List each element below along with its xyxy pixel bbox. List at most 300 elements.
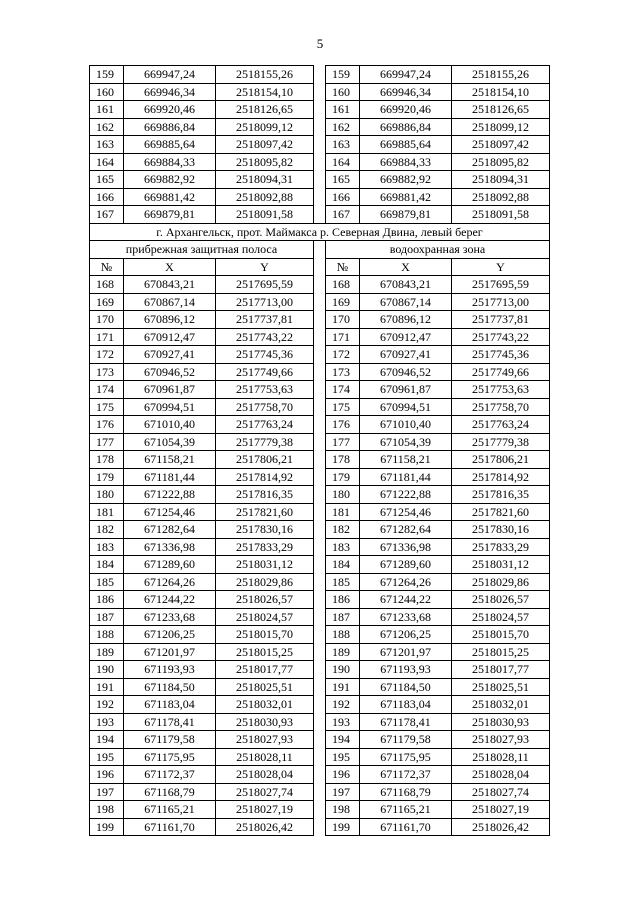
right-y-coordinate: 2517816,35 [452,486,550,504]
right-y-coordinate: 2517749,66 [452,363,550,381]
left-y-coordinate: 2517806,21 [216,451,314,469]
column-gap [314,328,326,346]
left-point-number: 189 [90,643,124,661]
right-point-number: 187 [326,608,360,626]
right-x-coordinate: 671178,41 [360,713,452,731]
left-y-coordinate: 2517745,36 [216,346,314,364]
column-gap [314,293,326,311]
left-point-number: 185 [90,573,124,591]
table-row [90,678,550,696]
right-x-coordinate: 671054,39 [360,433,452,451]
right-y-coordinate: 2517806,21 [452,451,550,469]
left-y-coordinate: 2518028,04 [216,766,314,784]
left-x-coordinate: 671158,21 [124,451,216,469]
table-row [90,468,550,486]
left-x-coordinate: 671336,98 [124,538,216,556]
right-y-coordinate: 2518091,58 [452,206,550,224]
table-row [90,171,550,189]
right-point-number: 191 [326,678,360,696]
table-row [90,276,550,294]
column-gap [314,626,326,644]
right-x-coordinate: 669886,84 [360,118,452,136]
left-x-coordinate: 670867,14 [124,293,216,311]
left-point-number: 197 [90,783,124,801]
right-point-number: 193 [326,713,360,731]
right-y-coordinate: 2517713,00 [452,293,550,311]
column-gap [314,538,326,556]
left-point-number: 194 [90,731,124,749]
left-x-coordinate: 669886,84 [124,118,216,136]
table-row [90,83,550,101]
left-x-header: X [124,258,216,276]
column-gap [314,188,326,206]
left-x-coordinate: 670946,52 [124,363,216,381]
table-row [90,363,550,381]
right-x-coordinate: 669881,42 [360,188,452,206]
left-point-number: 188 [90,626,124,644]
left-point-number: 172 [90,346,124,364]
left-y-coordinate: 2517753,63 [216,381,314,399]
right-point-number: 198 [326,801,360,819]
left-x-coordinate: 671264,26 [124,573,216,591]
right-x-coordinate: 670867,14 [360,293,452,311]
column-gap [314,171,326,189]
left-x-coordinate: 671183,04 [124,696,216,714]
table-row [90,591,550,609]
right-point-number: 164 [326,153,360,171]
table-row [90,153,550,171]
column-gap [314,258,326,276]
table-row [90,118,550,136]
left-y-coordinate: 2517816,35 [216,486,314,504]
left-y-coordinate: 2518154,10 [216,83,314,101]
left-x-coordinate: 671244,22 [124,591,216,609]
right-point-number: 189 [326,643,360,661]
table-row [90,66,550,84]
right-x-coordinate: 670946,52 [360,363,452,381]
table-row [90,521,550,539]
top-rows [90,66,550,224]
right-y-coordinate: 2518092,88 [452,188,550,206]
left-y-coordinate: 2518095,82 [216,153,314,171]
table-row [90,801,550,819]
right-x-coordinate: 669879,81 [360,206,452,224]
right-x-coordinate: 671184,50 [360,678,452,696]
table-row [90,573,550,591]
right-x-coordinate: 669946,34 [360,83,452,101]
table-row [90,311,550,329]
right-point-number: 173 [326,363,360,381]
right-y-coordinate: 2517695,59 [452,276,550,294]
left-x-coordinate: 671175,95 [124,748,216,766]
right-num-header: № [326,258,360,276]
left-y-coordinate: 2518092,88 [216,188,314,206]
left-point-number: 169 [90,293,124,311]
column-gap [314,678,326,696]
right-point-number: 182 [326,521,360,539]
right-x-coordinate: 671222,88 [360,486,452,504]
left-y-coordinate: 2518027,93 [216,731,314,749]
left-x-coordinate: 670994,51 [124,398,216,416]
left-y-coordinate: 2518015,25 [216,643,314,661]
left-y-coordinate: 2518015,70 [216,626,314,644]
right-point-number: 160 [326,83,360,101]
right-x-coordinate: 671172,37 [360,766,452,784]
right-x-coordinate: 670896,12 [360,311,452,329]
right-y-coordinate: 2517758,70 [452,398,550,416]
right-point-number: 165 [326,171,360,189]
right-point-number: 184 [326,556,360,574]
left-y-coordinate: 2517749,66 [216,363,314,381]
bottom-rows [90,276,550,836]
right-x-coordinate: 671336,98 [360,538,452,556]
right-point-number: 185 [326,573,360,591]
column-gap [314,748,326,766]
right-point-number: 161 [326,101,360,119]
left-x-coordinate: 671178,41 [124,713,216,731]
left-point-number: 175 [90,398,124,416]
column-gap [314,363,326,381]
right-y-coordinate: 2517821,60 [452,503,550,521]
left-x-coordinate: 670961,87 [124,381,216,399]
table-row [90,293,550,311]
left-x-coordinate: 669879,81 [124,206,216,224]
column-gap [314,153,326,171]
left-y-coordinate: 2517814,92 [216,468,314,486]
left-point-number: 176 [90,416,124,434]
right-point-number: 196 [326,766,360,784]
right-point-number: 175 [326,398,360,416]
right-y-coordinate: 2518155,26 [452,66,550,84]
right-y-coordinate: 2518026,42 [452,818,550,836]
right-x-coordinate: 669920,46 [360,101,452,119]
right-y-coordinate: 2518032,01 [452,696,550,714]
table-row [90,661,550,679]
column-gap [314,643,326,661]
right-y-coordinate: 2518027,19 [452,801,550,819]
right-x-coordinate: 671201,97 [360,643,452,661]
table-row [90,451,550,469]
right-x-coordinate: 671289,60 [360,556,452,574]
right-point-number: 166 [326,188,360,206]
column-gap [314,206,326,224]
left-point-number: 195 [90,748,124,766]
right-point-number: 177 [326,433,360,451]
left-x-coordinate: 670912,47 [124,328,216,346]
right-point-number: 172 [326,346,360,364]
right-y-coordinate: 2517737,81 [452,311,550,329]
table-row [90,766,550,784]
left-point-number: 161 [90,101,124,119]
column-gap [314,433,326,451]
left-y-coordinate: 2517713,00 [216,293,314,311]
right-x-coordinate: 669947,24 [360,66,452,84]
right-y-coordinate: 2518027,74 [452,783,550,801]
table-row [90,416,550,434]
left-x-coordinate: 671254,46 [124,503,216,521]
right-x-coordinate: 671183,04 [360,696,452,714]
left-y-coordinate: 2517830,16 [216,521,314,539]
left-x-coordinate: 671181,44 [124,468,216,486]
left-y-coordinate: 2518126,65 [216,101,314,119]
right-y-coordinate: 2517833,29 [452,538,550,556]
column-gap [314,136,326,154]
left-point-number: 167 [90,206,124,224]
right-y-coordinate: 2518015,70 [452,626,550,644]
right-x-coordinate: 670912,47 [360,328,452,346]
left-y-coordinate: 2518155,26 [216,66,314,84]
left-x-coordinate: 670843,21 [124,276,216,294]
right-y-coordinate: 2518017,77 [452,661,550,679]
left-y-coordinate: 2518027,74 [216,783,314,801]
column-gap [314,783,326,801]
left-x-coordinate: 671172,37 [124,766,216,784]
left-x-coordinate: 669882,92 [124,171,216,189]
column-gap [314,573,326,591]
right-x-coordinate: 671193,93 [360,661,452,679]
page-number: 5 [316,36,324,51]
left-y-coordinate: 2518027,19 [216,801,314,819]
left-point-number: 196 [90,766,124,784]
right-x-coordinate: 671181,44 [360,468,452,486]
table-row [90,346,550,364]
right-y-coordinate: 2517743,22 [452,328,550,346]
table-row [90,608,550,626]
left-y-coordinate: 2518091,58 [216,206,314,224]
column-gap [314,241,326,259]
section-header [90,223,550,276]
left-y-coordinate: 2518032,01 [216,696,314,714]
right-point-number: 171 [326,328,360,346]
left-x-coordinate: 670896,12 [124,311,216,329]
table-row [90,783,550,801]
right-point-number: 183 [326,538,360,556]
right-x-coordinate: 669884,33 [360,153,452,171]
left-point-number: 186 [90,591,124,609]
right-point-number: 199 [326,818,360,836]
table-row [90,328,550,346]
right-point-number: 162 [326,118,360,136]
column-gap [314,766,326,784]
column-gap [314,521,326,539]
left-x-coordinate: 669884,33 [124,153,216,171]
table-row [90,643,550,661]
table-row [90,206,550,224]
right-y-coordinate: 2517779,38 [452,433,550,451]
left-point-number: 160 [90,83,124,101]
table-row [90,136,550,154]
right-point-number: 176 [326,416,360,434]
left-y-coordinate: 2517743,22 [216,328,314,346]
right-point-number: 188 [326,626,360,644]
right-point-number: 192 [326,696,360,714]
left-x-coordinate: 671184,50 [124,678,216,696]
column-gap [314,801,326,819]
right-x-coordinate: 671175,95 [360,748,452,766]
right-y-coordinate: 2518030,93 [452,713,550,731]
column-gap [314,416,326,434]
left-point-number: 183 [90,538,124,556]
right-point-number: 178 [326,451,360,469]
coordinates-table [89,65,550,836]
right-point-number: 179 [326,468,360,486]
column-gap [314,66,326,84]
left-x-coordinate: 669885,64 [124,136,216,154]
table-row [90,626,550,644]
column-gap [314,101,326,119]
left-y-coordinate: 2518026,57 [216,591,314,609]
table-row [90,556,550,574]
right-point-number: 181 [326,503,360,521]
right-point-number: 195 [326,748,360,766]
column-gap [314,591,326,609]
column-gap [314,276,326,294]
left-y-coordinate: 2518030,93 [216,713,314,731]
column-gap [314,731,326,749]
left-point-number: 163 [90,136,124,154]
right-y-coordinate: 2518028,04 [452,766,550,784]
left-x-coordinate: 671168,79 [124,783,216,801]
left-x-coordinate: 669920,46 [124,101,216,119]
right-y-coordinate: 2517830,16 [452,521,550,539]
table-row [90,538,550,556]
left-point-number: 166 [90,188,124,206]
left-point-number: 170 [90,311,124,329]
right-point-number: 169 [326,293,360,311]
left-y-coordinate: 2518017,77 [216,661,314,679]
left-x-coordinate: 671161,70 [124,818,216,836]
left-x-coordinate: 669881,42 [124,188,216,206]
right-x-coordinate: 669882,92 [360,171,452,189]
left-y-coordinate: 2518094,31 [216,171,314,189]
right-x-coordinate: 671158,21 [360,451,452,469]
left-x-coordinate: 671193,93 [124,661,216,679]
left-point-number: 198 [90,801,124,819]
right-y-coordinate: 2518029,86 [452,573,550,591]
right-x-coordinate: 671206,25 [360,626,452,644]
left-point-number: 191 [90,678,124,696]
right-point-number: 168 [326,276,360,294]
right-x-coordinate: 670994,51 [360,398,452,416]
right-y-coordinate: 2517753,63 [452,381,550,399]
right-x-coordinate: 671282,64 [360,521,452,539]
column-gap [314,118,326,136]
left-point-number: 182 [90,521,124,539]
left-x-coordinate: 671222,88 [124,486,216,504]
left-heading: прибрежная защитная полоса [90,241,314,259]
left-x-coordinate: 670927,41 [124,346,216,364]
left-point-number: 179 [90,468,124,486]
right-y-coordinate: 2518154,10 [452,83,550,101]
table-row [90,381,550,399]
left-point-number: 162 [90,118,124,136]
left-x-coordinate: 671233,68 [124,608,216,626]
left-y-coordinate: 2517833,29 [216,538,314,556]
column-gap [314,451,326,469]
left-point-number: 177 [90,433,124,451]
left-point-number: 187 [90,608,124,626]
left-x-coordinate: 671282,64 [124,521,216,539]
left-y-coordinate: 2518024,57 [216,608,314,626]
right-y-coordinate: 2518095,82 [452,153,550,171]
left-point-number: 199 [90,818,124,836]
right-point-number: 167 [326,206,360,224]
right-y-coordinate: 2518027,93 [452,731,550,749]
left-point-number: 180 [90,486,124,504]
left-point-number: 174 [90,381,124,399]
column-gap [314,486,326,504]
left-num-header: № [90,258,124,276]
left-point-number: 178 [90,451,124,469]
right-point-number: 170 [326,311,360,329]
right-y-coordinate: 2518099,12 [452,118,550,136]
left-x-coordinate: 671206,25 [124,626,216,644]
column-gap [314,713,326,731]
left-point-number: 171 [90,328,124,346]
right-heading: водоохранная зона [326,241,550,259]
left-x-coordinate: 671179,58 [124,731,216,749]
right-y-coordinate: 2517745,36 [452,346,550,364]
left-y-coordinate: 2517737,81 [216,311,314,329]
right-y-coordinate: 2517814,92 [452,468,550,486]
right-point-number: 159 [326,66,360,84]
left-x-coordinate: 669946,34 [124,83,216,101]
right-x-coordinate: 670961,87 [360,381,452,399]
right-x-coordinate: 670927,41 [360,346,452,364]
column-gap [314,556,326,574]
right-x-coordinate: 671179,58 [360,731,452,749]
left-x-coordinate: 669947,24 [124,66,216,84]
left-point-number: 190 [90,661,124,679]
right-x-coordinate: 671161,70 [360,818,452,836]
right-point-number: 174 [326,381,360,399]
right-x-coordinate: 671168,79 [360,783,452,801]
right-x-coordinate: 670843,21 [360,276,452,294]
column-gap [314,818,326,836]
right-y-coordinate: 2518094,31 [452,171,550,189]
table-row [90,748,550,766]
right-y-coordinate: 2518024,57 [452,608,550,626]
left-point-number: 173 [90,363,124,381]
column-gap [314,83,326,101]
left-point-number: 165 [90,171,124,189]
left-point-number: 181 [90,503,124,521]
right-y-coordinate: 2518097,42 [452,136,550,154]
right-point-number: 186 [326,591,360,609]
left-point-number: 164 [90,153,124,171]
left-point-number: 192 [90,696,124,714]
left-point-number: 159 [90,66,124,84]
left-point-number: 184 [90,556,124,574]
column-gap [314,468,326,486]
section-title: г. Архангельск, прот. Маймакса р. Северная Двина, левый берег [90,223,550,241]
table-row [90,503,550,521]
table-row [90,696,550,714]
column-gap [314,661,326,679]
right-x-coordinate: 671264,26 [360,573,452,591]
left-y-coordinate: 2518097,42 [216,136,314,154]
column-gap [314,696,326,714]
left-x-coordinate: 671201,97 [124,643,216,661]
table-row [90,731,550,749]
left-y-coordinate: 2517779,38 [216,433,314,451]
column-gap [314,503,326,521]
right-y-coordinate: 2518015,25 [452,643,550,661]
right-point-number: 163 [326,136,360,154]
left-y-coordinate: 2518099,12 [216,118,314,136]
column-gap [314,346,326,364]
column-gap [314,608,326,626]
